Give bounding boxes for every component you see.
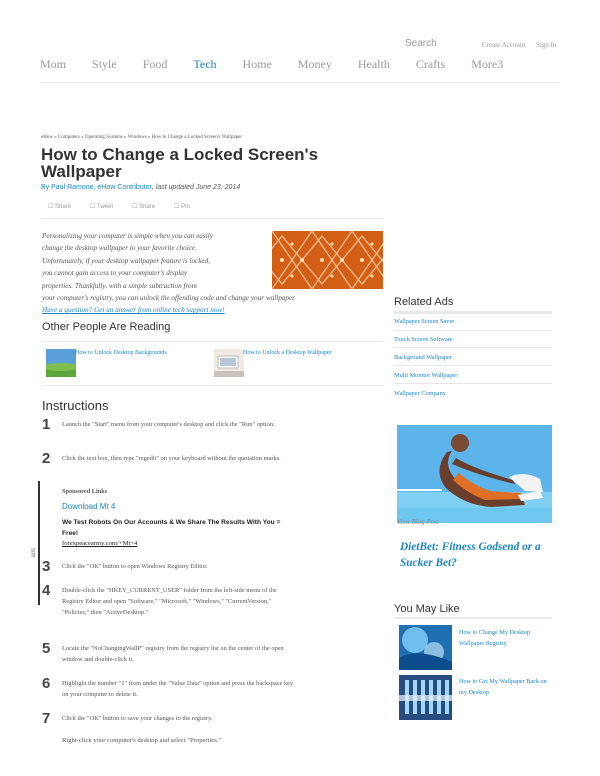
- reading-link-unlock-wallpaper[interactable]: How to Unlock a Desktop Wallpaper: [243, 350, 332, 356]
- more-icon: 3: [497, 57, 504, 71]
- nav-mom[interactable]: Mom: [40, 57, 67, 71]
- tweet-button[interactable]: ☐ Tweet: [90, 204, 114, 210]
- ad-separator: [394, 330, 552, 331]
- step-number: 6: [42, 675, 51, 692]
- step-text: Launch the "Start" menu from your computer's desktop and click the "Run" option.: [62, 421, 275, 428]
- intro-line: properties. Thankfully, with a simple subtraction from: [42, 281, 197, 290]
- desktop-wallpaper-thumbnail: [214, 349, 244, 377]
- step-text: Locate the "NoChangingWallP" registry from the registry list on the center of the open window and double-click it.: [62, 645, 284, 664]
- create-account-link[interactable]: Create Account: [482, 41, 526, 49]
- sign-in-link[interactable]: Sign In: [536, 41, 557, 49]
- related-ad-link[interactable]: Background Wallpaper: [394, 354, 452, 361]
- sponsored-url[interactable]: forexpeacearmy.com/+Mt+4: [62, 540, 138, 547]
- blog-post-title[interactable]: DietBet: Fitness Godsend or a Sucker Bet?: [400, 541, 541, 569]
- step-number: 7: [42, 710, 51, 727]
- nav-money[interactable]: Money: [297, 57, 332, 71]
- updated-date: , last updated June 23, 2014: [151, 184, 241, 191]
- sponsored-label: Sponsored Links: [62, 488, 108, 495]
- step-number: 3: [42, 558, 51, 575]
- header-divider: [40, 82, 560, 83]
- nav-home[interactable]: Home: [242, 57, 272, 71]
- may-like-link[interactable]: How to Get My Wallpaper Back on my Desktop: [459, 678, 547, 696]
- step-number: 4: [42, 582, 51, 599]
- sponsored-description: We Test Robots On Our Accounts & We Share The Results With You = Free!: [62, 519, 281, 537]
- may-like-link[interactable]: How to Change My Desktop Wallpaper Registry: [459, 629, 531, 647]
- you-may-like-heading: You May Like: [394, 603, 460, 615]
- step-text: Click the "OK" button to open Windows Registry Editor.: [62, 563, 208, 570]
- breadcrumb[interactable]: eHow » Computers » Operating Systems » Windows » How to Change a Locked Screen's Wallpaper: [41, 135, 243, 140]
- intro-line: Personalizing your computer is simple when you can easily: [42, 232, 213, 240]
- main-nav: [40, 57, 529, 72]
- sponsored-headline-link[interactable]: Download Mt 4: [62, 502, 116, 511]
- facebook-share-button[interactable]: ☐ Share: [132, 204, 156, 210]
- reading-heading: Other People Are Reading: [42, 321, 171, 333]
- step-text: Click the "OK" button to save your changes to the registry.: [62, 715, 213, 722]
- tech-support-link[interactable]: Have a question? Get an answer from online tech support now!: [42, 306, 225, 315]
- runner-stretching-image: [397, 425, 552, 523]
- reading-link-unlock-backgrounds[interactable]: How to Unlock Desktop Backgrounds: [75, 350, 167, 356]
- sponsored-divider: [38, 481, 40, 605]
- intro-line: your computer's registry, you can unlock the offending code and change your wallpaper.: [42, 294, 296, 303]
- nav-tech[interactable]: Tech: [193, 57, 217, 71]
- intro-line: change the desktop wallpaper to your favorite choice.: [42, 244, 197, 253]
- you-may-like-divider: [394, 617, 552, 619]
- instructions-heading: Instructions: [42, 398, 109, 413]
- blog-post-image[interactable]: [397, 425, 552, 523]
- step-text: Click the text box, then type "regedit" on your keyboard without the quotation marks.: [62, 455, 281, 462]
- step-text: Highlight the number "1" from under the "Value Data" option and press the backspace key on your computer to delete it.: [62, 680, 294, 699]
- ad-separator: [394, 365, 552, 366]
- page-title: How to Change a Locked Screen's Wallpaper: [41, 145, 319, 181]
- share-bar: [48, 203, 209, 210]
- desktop-wallpaper-registry-thumbnail[interactable]: [399, 625, 452, 670]
- intro-line: you cannot gain access to your computer's display: [42, 269, 188, 278]
- byline: [41, 184, 240, 191]
- related-ad-link[interactable]: Touch Screen Software: [394, 336, 453, 343]
- author-link[interactable]: By Paul Ramone, eHow Contributor: [41, 184, 152, 191]
- tweet-label: Tweet: [97, 204, 114, 210]
- related-ad-link[interactable]: Multi Monitor Wallpaper: [394, 372, 458, 379]
- ad-separator: [394, 347, 552, 348]
- nav-more[interactable]: [471, 57, 503, 72]
- nav-health[interactable]: Health: [357, 57, 390, 71]
- related-ads-heading: Related Ads: [394, 296, 454, 308]
- reading-list: [42, 341, 384, 386]
- related-ad-link[interactable]: Wallpaper Company: [394, 390, 446, 397]
- final-step-text: Right-click your computer's desktop and select "Properties.": [62, 737, 222, 744]
- share-divider: [41, 218, 384, 219]
- nav-style[interactable]: Style: [92, 57, 117, 71]
- nav-more-label: More: [471, 57, 498, 71]
- wallpaper-back-thumbnail[interactable]: [399, 675, 452, 720]
- nav-food[interactable]: Food: [142, 57, 168, 71]
- view-blog-post-link[interactable]: View Blog Post: [397, 519, 439, 526]
- share-button[interactable]: ☐ Share: [48, 204, 72, 210]
- related-ads-divider: [394, 311, 552, 314]
- step-number: 5: [42, 640, 51, 657]
- search-input[interactable]: Search: [405, 38, 437, 49]
- share-label: Share: [55, 204, 72, 210]
- desktop-background-thumbnail: [46, 349, 76, 377]
- step-number: 1: [42, 416, 51, 433]
- step-number: 2: [42, 450, 51, 467]
- related-ad-link[interactable]: Wallpaper Screen Saver: [394, 318, 455, 325]
- nav-crafts[interactable]: Crafts: [415, 57, 446, 71]
- ad-choices-tab[interactable]: ads: [31, 548, 37, 558]
- pin-label: Pin: [181, 204, 190, 210]
- ad-separator: [394, 383, 552, 384]
- step-text: Double-click the "HKEY_CURRENT_USER" folder from the left-side menu of the Registry Editor and open "Software," "Microsoft," "Windows," "CurrentVersion," "Policies," then "ActiveDesktop.": [62, 587, 277, 617]
- pin-button[interactable]: ☐ Pin: [174, 204, 190, 210]
- facebook-share-label: Share: [139, 204, 156, 210]
- intro-line: Unfortunately, if your desktop wallpaper feature is locked,: [42, 256, 211, 265]
- article-intro: [42, 230, 384, 317]
